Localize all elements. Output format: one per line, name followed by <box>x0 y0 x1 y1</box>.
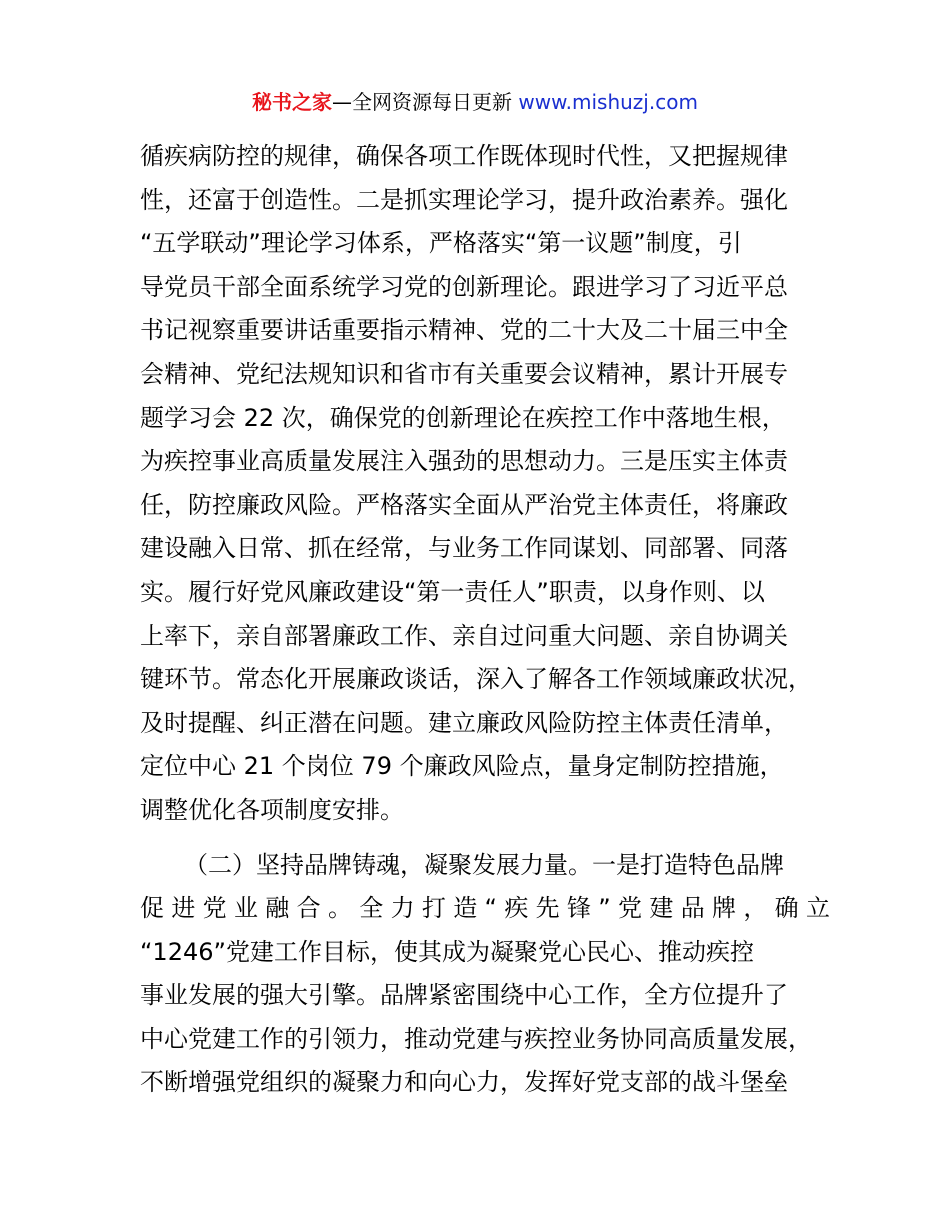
header-website-link[interactable]: www.mishuzj.com <box>518 90 698 114</box>
text-line: 会精神、党纪法规知识和省市有关重要会议精神，累计开展专 <box>140 359 788 388</box>
header-tagline: —全网资源每日更新 <box>332 90 513 114</box>
text-line: 为疾控事业高质量发展注入强劲的思想动力。三是压实主体责 <box>140 447 788 476</box>
text-line: “1246”党建工作目标，使其成为凝聚党心民心、推动疾控 <box>140 937 754 966</box>
text-line: 不断增强党组织的凝聚力和向心力，发挥好党支部的战斗堡垒 <box>140 1068 788 1097</box>
text-line: 上率下，亲自部署廉政工作、亲自过问重大问题、亲自协调关 <box>140 621 788 650</box>
text-line: 题学习会 22 次，确保党的创新理论在疾控工作中落地生根， <box>140 403 786 432</box>
text-line: 及时提醒、纠正潜在问题。建立廉政风险防控主体责任清单， <box>140 708 788 737</box>
text-line: 定位中心 21 个岗位 79 个廉政风险点，量身定制防控措施， <box>140 752 784 781</box>
text-line: 调整优化各项制度安排。 <box>140 795 404 824</box>
text-line: 导党员干部全面系统学习党的创新理论。跟进学习了习近平总 <box>140 272 788 301</box>
page-header <box>0 88 950 116</box>
text-line: 键环节。常态化开展廉政谈话，深入了解各工作领域廉政状况， <box>140 665 812 694</box>
paragraph-1 <box>140 135 830 833</box>
document-body <box>140 135 830 1105</box>
text-line: 促进党业融合。全力打造“疾先锋”党建品牌，确立 <box>140 894 830 923</box>
paragraph-spacer <box>140 833 830 844</box>
text-line: 事业发展的强大引擎。品牌紧密围绕中心工作，全方位提升了 <box>140 981 788 1010</box>
text-line: 循疾病防控的规律，确保各项工作既体现时代性，又把握规律 <box>140 142 788 170</box>
text-line: “五学联动”理论学习体系，严格落实“第一议题”制度，引 <box>140 229 742 258</box>
text-line: 建设融入日常、抓在经常，与业务工作同谋划、同部署、同落 <box>140 534 788 563</box>
text-line: 中心党建工作的引领力，推动党建与疾控业务协同高质量发展， <box>140 1024 812 1053</box>
text-line: 实。履行好党风廉政建设“第一责任人”职责，以身作则、以 <box>140 577 765 606</box>
text-line: 书记视察重要讲话重要指示精神、党的二十大及二十届三中全 <box>140 316 788 345</box>
text-line: （二）坚持品牌铸魂，凝聚发展力量。一是打造特色品牌 <box>184 850 784 879</box>
header-brand: 秘书之家 <box>252 90 333 114</box>
paragraph-2 <box>140 844 830 1106</box>
text-line: 性，还富于创造性。二是抓实理论学习，提升政治素养。强化 <box>140 185 788 214</box>
text-line: 任，防控廉政风险。严格落实全面从严治党主体责任，将廉政 <box>140 490 788 519</box>
